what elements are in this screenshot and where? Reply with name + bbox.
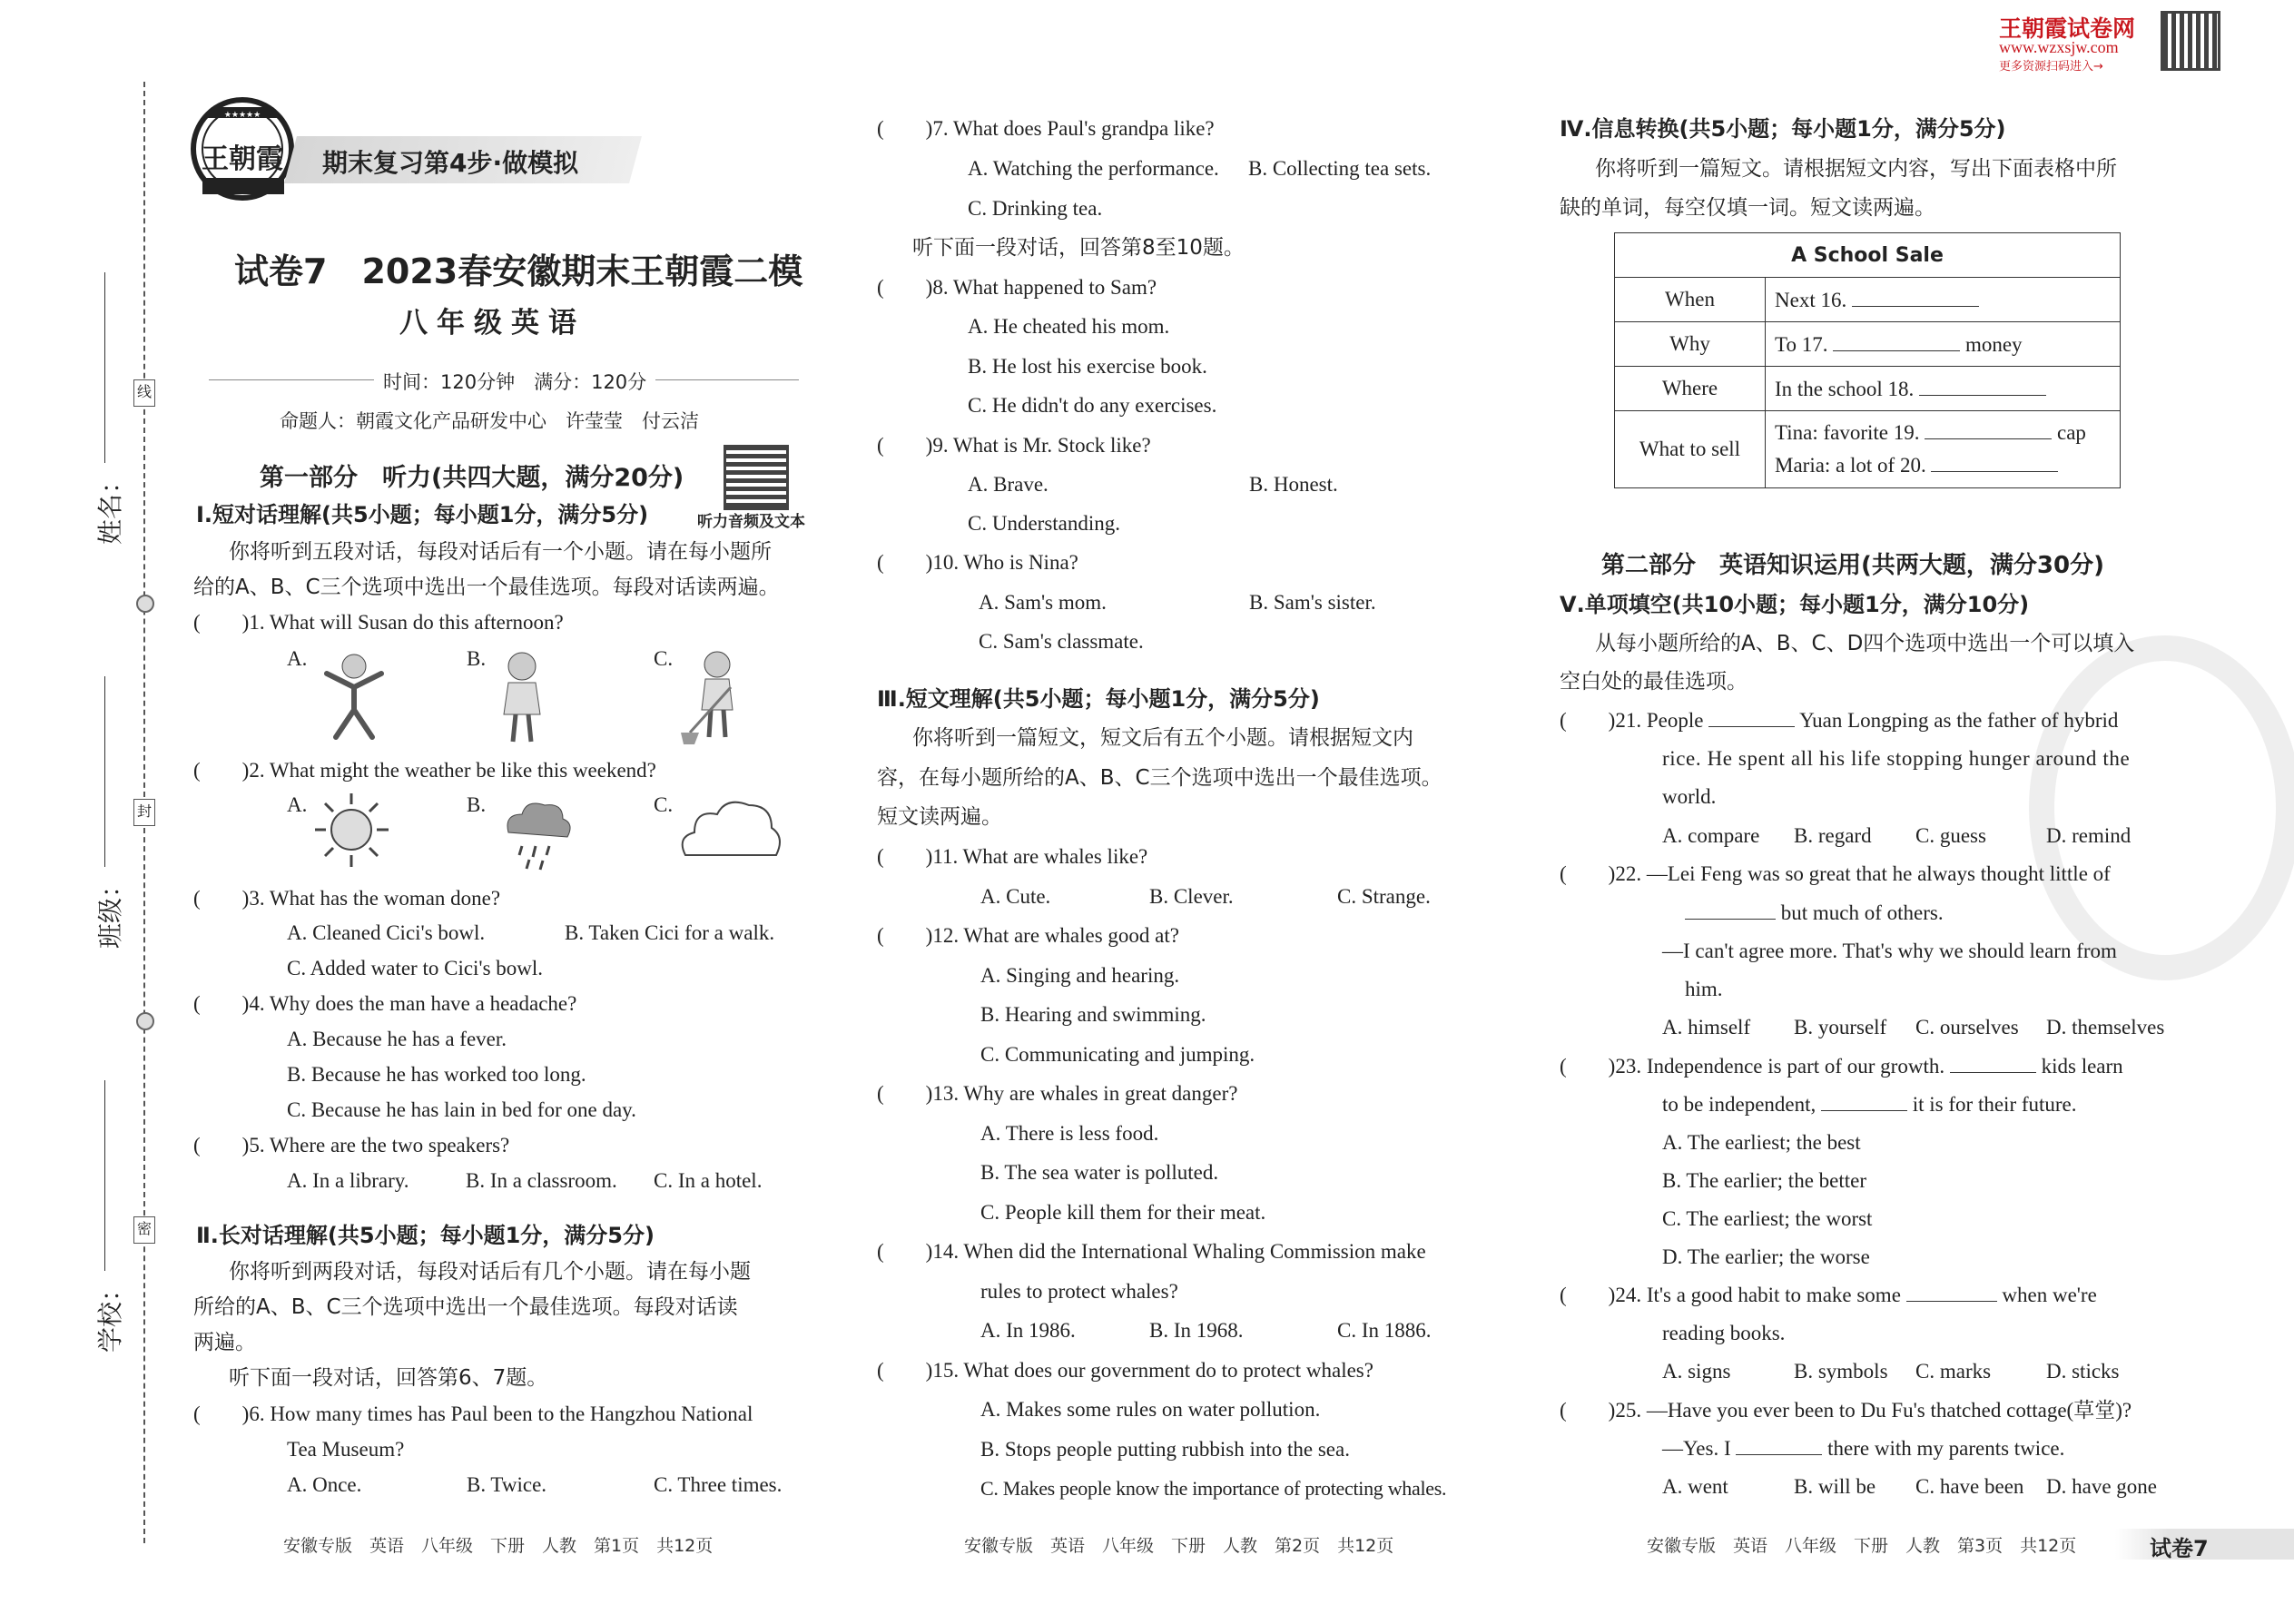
lead-6-7: 听下面一段对话，回答第6、7题。 [229,1366,548,1390]
s3-title: Ⅲ.短文理解(共5小题；每小题1分，满分5分) [877,686,1320,712]
q7-opt-b: B. Collecting tea sets. [1248,157,1432,180]
q23-text: it is for their future. [1912,1093,2077,1116]
qr-code-audio[interactable] [724,445,789,510]
q12-opt-b: B. Hearing and swimming. [980,1003,1206,1026]
q4: ( )4. Why does the man have a headache? [193,992,577,1015]
q8-opt-a: A. He cheated his mom. [968,315,1170,338]
q1-opt-b: B. [467,647,487,670]
q24-blank[interactable] [1906,1283,1997,1302]
q10-opt-b: B. Sam's sister. [1249,591,1376,614]
q9-opt-b: B. Honest. [1249,473,1338,496]
q6-opt-a: A. Once. [287,1473,362,1496]
table-row [1615,278,2121,322]
seal-dot-2 [136,1012,154,1030]
site-qr-code[interactable] [2161,11,2220,71]
girl-sweeping-image [676,646,753,746]
q23-opt-c: C. The earliest; the worst [1662,1207,1873,1230]
name-field[interactable] [104,272,105,463]
s3-intro: 短文读两遍。 [877,805,1002,829]
girl-exercise-image [313,646,395,742]
q7-opt-a: A. Watching the performance. [968,157,1219,180]
q21-cont: world. [1662,785,1717,808]
q8-opt-b: B. He lost his exercise book. [968,355,1207,378]
q25-opt-c: C. have been [1915,1475,2024,1498]
q23-text: kids learn [2041,1055,2123,1078]
q22-cont: —I can't agree more. That's why we should learn from [1662,940,2117,962]
school-label: 学校： [95,1275,125,1353]
q1: ( )1. What will Susan do this afternoon? [193,611,564,634]
q12-opt-c: C. Communicating and jumping. [980,1043,1255,1066]
q1-opt-a: A. [287,647,308,670]
table-row [1615,367,2121,411]
q24-opt-b: B. symbols [1794,1360,1888,1383]
blank-19[interactable] [1925,420,2052,439]
q14-opt-a: A. In 1986. [980,1319,1076,1342]
q24-text: ( )24. It's a good habit to make some [1560,1284,1901,1306]
q14-opt-b: B. In 1968. [1149,1319,1244,1342]
q9-opt-a: A. Brave. [968,473,1049,496]
q8: ( )8. What happened to Sam? [877,276,1157,299]
lead-8-10: 听下面一段对话，回答第8至10题。 [912,236,1245,260]
s2-title: Ⅱ.长对话理解(共5小题；每小题1分，满分5分) [196,1223,655,1248]
q11-opt-c: C. Strange. [1337,885,1431,908]
q3-opt-c: C. Added water to Cici's bowl. [287,957,544,979]
table-value [1766,322,2121,367]
footer-page-2: 安徽专版 英语 八年级 下册 人教 第2页 共12页 [964,1536,1394,1556]
table-row [1615,322,2121,367]
svg-text:★★★★★: ★★★★★ [223,111,261,120]
q25-opt-a: A. went [1662,1475,1728,1498]
cell-text: money [1964,332,2023,356]
table-value [1766,411,2121,488]
q10-opt-c: C. Sam's classmate. [979,630,1144,653]
cell-text: Maria: a lot of 20. [1775,454,1926,477]
q25-opt-b: B. will be [1794,1475,1876,1498]
brand-logo-text: 王朝霞 [202,143,283,175]
q4-opt-b: B. Because he has worked too long. [287,1063,586,1086]
q23-text: ( )23. Independence is part of our growth. [1560,1055,1945,1078]
q23-blank-2[interactable] [1821,1092,1907,1111]
q23-blank[interactable] [1950,1054,2036,1073]
q25-text: there with my parents twice. [1827,1437,2065,1460]
s4-title: Ⅳ.信息转换(共5小题；每小题1分，满分5分) [1560,116,2006,142]
s3-intro: 容，在每小题所给的A、B、C三个选项中选出一个最佳选项。 [877,766,1442,790]
q22-text: but much of others. [1780,901,1944,924]
seal-char-3: 密 [133,1216,155,1244]
q15-opt-a: A. Makes some rules on water pollution. [980,1398,1321,1421]
seal-dot-1 [136,595,154,613]
q22-opt-a: A. himself [1662,1016,1751,1038]
q22-opt-c: C. ourselves [1915,1016,2019,1038]
q8-opt-c: C. He didn't do any exercises. [968,394,1217,417]
q25-opt-d: D. have gone [2046,1475,2157,1498]
name-label: 姓名： [95,468,125,545]
s5-intro: 从每小题所给的A、B、C、D四个选项中选出一个可以填入 [1595,632,2135,655]
q15-opt-b: B. Stops people putting rubbish into the sea. [980,1438,1350,1461]
q5-opt-b: B. In a classroom. [466,1169,617,1192]
q24-opt-c: C. marks [1915,1360,1992,1383]
part1-title: 第一部分 听力(共四大题，满分20分) [260,464,684,492]
q15-opt-c: C. Makes people know the importance of protecting whales. [980,1477,1447,1500]
exam-subtitle: 八年级英语 [399,307,586,340]
s4-intro: 缺的单词，每空仅填一词。短文读两遍。 [1560,196,1935,220]
q24-text: when we're [2002,1284,2097,1306]
q5: ( )5. Where are the two speakers? [193,1134,510,1156]
school-field[interactable] [104,1080,105,1271]
q22-opt-d: D. themselves [2046,1016,2165,1038]
q11-opt-b: B. Clever. [1149,885,1234,908]
q24-opt-d: D. sticks [2046,1360,2120,1383]
q6-opt-b: B. Twice. [467,1473,547,1496]
q9-opt-c: C. Understanding. [968,512,1121,535]
sun-icon [313,792,390,869]
q6-cont: Tea Museum? [287,1438,405,1461]
q5-opt-c: C. In a hotel. [654,1169,763,1192]
q11-opt-a: A. Cute. [980,885,1051,908]
q2-opt-a: A. [287,793,308,816]
cell-text: To 17. [1775,332,1828,356]
q5-opt-a: A. In a library. [287,1169,409,1192]
q23-text: to be independent, [1662,1093,1816,1116]
q3: ( )3. What has the woman done? [193,887,501,910]
exam-title: 试卷7 2023春安徽期末王朝霞二模 [234,251,803,291]
q21-text: ( )21. People [1560,709,1704,732]
watermark-seal [2029,635,2294,980]
site-name[interactable]: 王朝霞试卷网 [1999,15,2136,42]
site-tip: 更多资源扫码进入→ [1999,60,2103,74]
school-sale-table [1614,232,2121,488]
q7-opt-c: C. Drinking tea. [968,197,1103,220]
q12-opt-a: A. Singing and hearing. [980,964,1180,987]
q21-text: Yuan Longping as the father of hybrid [1799,709,2119,732]
q22-blank[interactable] [1685,901,1776,920]
class-field[interactable] [104,676,105,867]
q13-opt-a: A. There is less food. [980,1122,1159,1145]
q7: ( )7. What does Paul's grandpa like? [877,117,1215,140]
blank-18[interactable] [1919,377,2046,396]
blank-16[interactable] [1852,288,1979,307]
q25-blank[interactable] [1736,1436,1822,1455]
q14-cont: rules to protect whales? [980,1280,1178,1303]
q23 [1560,1053,2123,1080]
q24-cont: reading books. [1662,1322,1786,1344]
q25: ( )25. —Have you ever been to Du Fu's thatched cottage(草堂)? [1560,1399,2132,1422]
table-value [1766,367,2121,411]
q23-cont [1662,1091,2077,1118]
part2-title: 第二部分 英语知识运用(共两大题，满分30分) [1601,552,2104,579]
q23-opt-a: A. The earliest; the best [1662,1131,1861,1154]
q21-opt-d: D. remind [2046,824,2132,847]
s3-intro: 你将听到一篇短文，短文后有五个小题。请根据短文内 [912,726,1413,750]
s5-intro: 空白处的最佳选项。 [1560,670,1748,694]
q24-opt-a: A. signs [1662,1360,1731,1383]
table-value [1766,278,2121,322]
q21-cont: rice. He spent all his life stopping hunger around the [1662,747,2131,770]
q24 [1560,1282,2097,1309]
q4-opt-a: A. Because he has a fever. [287,1028,507,1050]
q25-cont [1662,1435,2064,1462]
q4-opt-c: C. Because he has lain in bed for one day. [287,1098,636,1121]
site-url[interactable]: www.wzxsjw.com [1999,38,2119,56]
q14: ( )14. When did the International Whaling Commission make [877,1240,1426,1263]
q2: ( )2. What might the weather be like this weekend? [193,759,656,782]
q10: ( )10. Who is Nina? [877,551,1078,574]
q21-opt-b: B. regard [1794,824,1872,847]
q22-cont [1685,900,1944,927]
table-key: What to sell [1615,411,1766,488]
q22-cont: him. [1685,978,1723,1000]
table-key: When [1615,278,1766,322]
s4-intro: 你将听到一篇短文。请根据短文内容，写出下面表格中所 [1595,157,2117,181]
exam-authors: 命题人：朝霞文化产品研发中心 许莹莹 付云洁 [280,410,699,432]
s5-title: Ⅴ.单项填空(共10小题；每小题1分，满分10分) [1560,592,2030,617]
q21-opt-c: C. guess [1915,824,1986,847]
seal-char-2: 封 [133,799,155,826]
table-key: Why [1615,322,1766,367]
cell-text: Next 16. [1775,288,1847,311]
s1-intro: 给的A、B、C三个选项中选出一个最佳选项。每段对话读两遍。 [193,576,780,599]
q11: ( )11. What are whales like? [877,845,1148,868]
class-label: 班级： [95,871,125,949]
q14-opt-c: C. In 1886. [1337,1319,1432,1342]
s1-title: Ⅰ.短对话理解(共5小题；每小题1分，满分5分) [196,502,649,527]
footer-page-3: 安徽专版 英语 八年级 下册 人教 第3页 共12页 [1647,1536,2077,1556]
q10-opt-a: A. Sam's mom. [979,591,1107,614]
footer-tag: 试卷7 [2150,1536,2209,1561]
q13-opt-b: B. The sea water is polluted. [980,1161,1219,1184]
s2-intro: 所给的A、B、C三个选项中选出一个最佳选项。每段对话读 [193,1295,738,1319]
blank-17[interactable] [1833,332,1960,351]
q3-opt-b: B. Taken Cici for a walk. [565,921,775,944]
q22: ( )22. —Lei Feng was so great that he always thought little of [1560,862,2111,885]
table-row [1615,411,2121,488]
q15: ( )15. What does our government do to protect whales? [877,1359,1373,1382]
q12: ( )12. What are whales good at? [877,924,1179,947]
q23-opt-b: B. The earlier; the better [1662,1169,1867,1192]
q1-opt-c: C. [654,647,674,670]
q21 [1560,707,2118,734]
cell-text: cap [2057,421,2086,444]
girl-walking-image [490,646,554,746]
q21-opt-a: A. compare [1662,824,1760,847]
footer-page-1: 安徽专版 英语 八年级 下册 人教 第1页 共12页 [283,1536,714,1556]
q25-text: —Yes. I [1662,1437,1731,1460]
cloudy-icon [676,792,785,873]
q3-opt-a: A. Cleaned Cici's bowl. [287,921,486,944]
s2-intro: 两遍。 [193,1331,256,1354]
q13: ( )13. Why are whales in great danger? [877,1082,1238,1105]
q13-opt-c: C. People kill them for their meat. [980,1201,1266,1224]
q6-opt-c: C. Three times. [654,1473,783,1496]
s2-intro: 你将听到两段对话，每段对话后有几个小题。请在每小题 [229,1260,751,1284]
q21-blank[interactable] [1708,708,1795,727]
banner-text: 期末复习第4步·做模拟 [322,148,579,178]
table-key: Where [1615,367,1766,411]
q2-opt-c: C. [654,793,674,816]
cell-text: Tina: favorite 19. [1775,421,1920,444]
q23-opt-d: D. The earlier; the worse [1662,1245,1870,1268]
q2-opt-b: B. [467,793,487,816]
rain-cloud-icon [495,792,576,873]
cell-text: In the school 18. [1775,377,1915,400]
seal-char-1: 线 [133,379,155,407]
exam-time: 时间：120分钟 满分：120分 [374,368,655,395]
q22-opt-b: B. yourself [1794,1016,1887,1038]
blank-20[interactable] [1931,453,2058,472]
q9: ( )9. What is Mr. Stock like? [877,434,1151,457]
table-title: A School Sale [1615,233,2121,278]
s1-intro: 你将听到五段对话，每段对话后有一个小题。请在每小题所 [229,540,772,564]
q6: ( )6. How many times has Paul been to the Hangzhou National [193,1403,753,1425]
qr-caption: 听力音频及文本 [697,513,805,531]
